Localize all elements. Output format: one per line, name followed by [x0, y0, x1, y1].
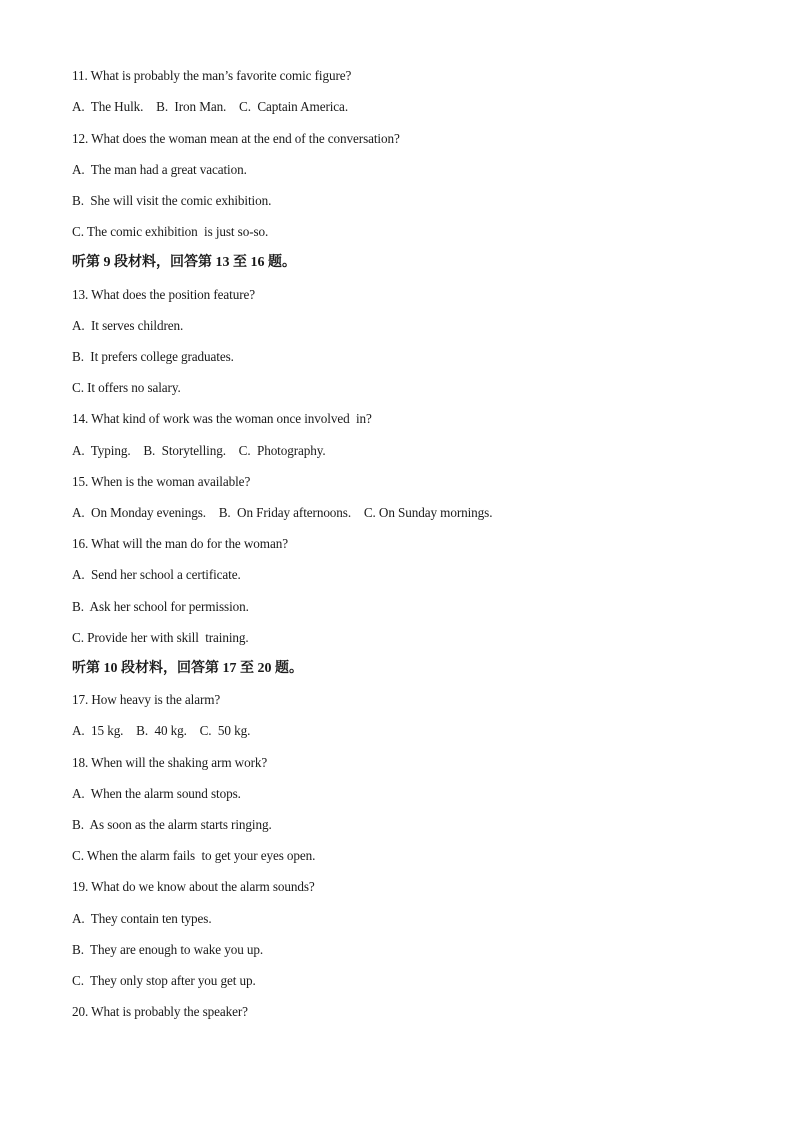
- options-15: A. On Monday evenings. B. On Friday afternoons. C. On Sunday mornings.: [72, 505, 493, 520]
- option-19c: C. They only stop after you get up.: [72, 973, 256, 988]
- question-11: 11. What is probably the man’s favorite comic figure?: [72, 68, 352, 83]
- option-13b: B. It prefers college graduates.: [72, 349, 234, 364]
- question-20: 20. What is probably the speaker?: [72, 1004, 248, 1019]
- option-16b: B. Ask her school for permission.: [72, 599, 249, 614]
- option-16a: A. Send her school a certificate.: [72, 567, 241, 582]
- question-15: 15. When is the woman available?: [72, 474, 251, 489]
- option-18b: B. As soon as the alarm starts ringing.: [72, 817, 272, 832]
- option-12c: C. The comic exhibition is just so-so.: [72, 224, 269, 239]
- question-14: 14. What kind of work was the woman once involved in?: [72, 411, 372, 426]
- option-19a: A. They contain ten types.: [72, 911, 212, 926]
- question-12: 12. What does the woman mean at the end of the conversation?: [72, 131, 400, 146]
- option-12a: A. The man had a great vacation.: [72, 162, 247, 177]
- question-18: 18. When will the shaking arm work?: [72, 755, 268, 770]
- section-heading-9: 听第 9 段材料，回答第 13 至 16 题。: [72, 255, 296, 270]
- option-12b: B. She will visit the comic exhibition.: [72, 193, 272, 208]
- option-18a: A. When the alarm sound stops.: [72, 786, 241, 801]
- options-11: A. The Hulk. B. Iron Man. C. Captain America.: [72, 99, 349, 114]
- question-17: 17. How heavy is the alarm?: [72, 692, 221, 707]
- options-14: A. Typing. B. Storytelling. C. Photography.: [72, 443, 326, 458]
- option-18c: C. When the alarm fails to get your eyes open.: [72, 848, 316, 863]
- question-13: 13. What does the position feature?: [72, 287, 256, 302]
- options-17: A. 15 kg. B. 40 kg. C. 50 kg.: [72, 723, 251, 738]
- section-heading-10: 听第 10 段材料，回答第 17 至 20 题。: [72, 661, 303, 676]
- option-16c: C. Provide her with skill training.: [72, 630, 249, 645]
- question-19: 19. What do we know about the alarm sounds?: [72, 879, 315, 894]
- option-13c: C. It offers no salary.: [72, 380, 181, 395]
- option-19b: B. They are enough to wake you up.: [72, 942, 264, 957]
- option-13a: A. It serves children.: [72, 318, 184, 333]
- question-16: 16. What will the man do for the woman?: [72, 536, 288, 551]
